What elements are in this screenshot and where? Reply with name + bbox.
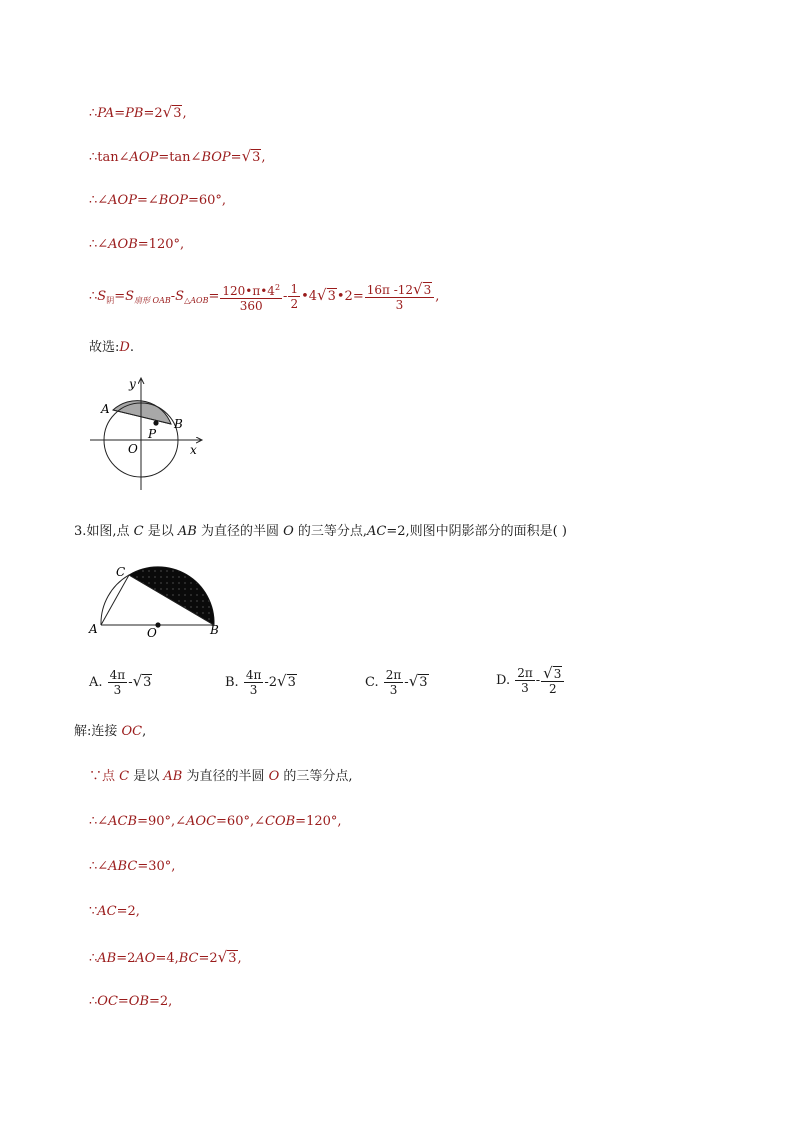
angle-bop: BOP: [158, 193, 188, 208]
var-ob: OB: [128, 994, 150, 1009]
equals: =: [114, 106, 126, 121]
fraction-result: $\frac{16\pi -12√3}{3}$: [365, 282, 435, 312]
times-4: •4: [301, 289, 318, 304]
option-label: D.: [496, 673, 511, 688]
value: =4,: [155, 951, 179, 966]
var-bc: BC: [178, 951, 199, 966]
solution-line-3: [89, 813, 342, 831]
sqrt-3: √3: [317, 286, 336, 304]
label-o: O: [128, 442, 138, 456]
therefore-symbol: ∴: [89, 289, 98, 304]
option-fraction: $\frac{2\pi}{3}$: [385, 668, 402, 697]
solution-line-4: [89, 858, 175, 876]
period: .: [129, 340, 134, 355]
var-ao: AO: [135, 951, 156, 966]
prev-line-3: [89, 192, 226, 210]
angle-lead: ∴∠: [89, 859, 109, 874]
equals-coef: =2: [198, 951, 218, 966]
solution-line-1: [74, 723, 146, 741]
fraction-sector: $\frac{120•\pi•4^2}{360}$: [222, 282, 281, 313]
angle-value: =90°,∠: [137, 814, 187, 829]
angle-aop: AOP: [129, 150, 159, 165]
angle-value: =120°,: [295, 814, 342, 829]
prev-line-5-area: [89, 278, 439, 318]
subscript-shadow: 阴: [106, 296, 115, 305]
q3-text: 是以: [143, 524, 178, 539]
area-s: S: [175, 289, 185, 304]
sqrt-3: √3: [132, 672, 152, 690]
angle-lead: ∴∠: [89, 193, 109, 208]
option-a[interactable]: [89, 664, 152, 700]
option-label: C.: [365, 675, 379, 690]
minus: -: [283, 289, 288, 304]
angle-value: =60°,∠: [216, 814, 265, 829]
option-operator: -: [535, 673, 541, 688]
sqrt-3: √3: [241, 147, 261, 165]
sqrt-3: √3: [162, 103, 182, 121]
point-p: [153, 420, 158, 425]
var-ac: AC: [97, 904, 117, 919]
option-c[interactable]: [365, 664, 429, 700]
var-ac: AC: [367, 524, 387, 539]
because-lead: ∵点: [89, 769, 120, 784]
option-b[interactable]: [225, 664, 297, 700]
q3-text: =2,则图中阴影部分的面积是( ): [386, 524, 567, 539]
equals-angle: =∠: [136, 193, 159, 208]
equals: =: [230, 150, 242, 165]
solution-line-2: [89, 768, 353, 786]
comma: ,: [182, 106, 187, 121]
label-a: A: [101, 402, 110, 416]
option-operator: -: [128, 675, 133, 690]
solution-line-7: [89, 993, 172, 1011]
var-ab: AB: [177, 524, 197, 539]
option-d[interactable]: [496, 664, 565, 698]
comma: ,: [142, 724, 147, 739]
equals: =: [114, 289, 126, 304]
angle-lead: ∴∠: [89, 237, 109, 252]
times-2-equals: •2=: [336, 289, 364, 304]
var-o: O: [283, 524, 294, 539]
option-operator: -2: [264, 675, 278, 690]
label-b: B: [210, 623, 219, 637]
label-p: P: [148, 427, 157, 441]
var-oc: OC: [97, 994, 118, 1009]
comma: ,: [435, 289, 440, 304]
value: =2,: [116, 904, 140, 919]
chord-ac: [101, 575, 129, 625]
angle-value: =30°,: [137, 859, 176, 874]
angle-abc: ABC: [108, 859, 138, 874]
comma: ,: [237, 951, 242, 966]
minus: -: [170, 289, 176, 304]
label-y: y: [129, 377, 136, 391]
equals-coef: =2: [116, 951, 136, 966]
var-o: O: [268, 769, 280, 784]
angle-acb: ACB: [108, 814, 138, 829]
label-o: O: [147, 626, 157, 640]
angle-aop: AOP: [108, 193, 137, 208]
q3-text: 的三等分点,: [293, 524, 368, 539]
sqrt-3: √3: [408, 672, 428, 690]
var-c: C: [119, 769, 130, 784]
text: 的三等分点,: [279, 769, 353, 784]
label-x: x: [190, 443, 197, 457]
solution-line-6: [89, 948, 242, 968]
fraction-half: $\frac{1}{2}$: [290, 282, 299, 311]
option-label: B.: [225, 675, 239, 690]
option-label: A.: [89, 675, 103, 690]
equals: =: [117, 994, 129, 1009]
label-a: A: [89, 622, 98, 636]
answer-line: [89, 339, 134, 357]
therefore-symbol: ∴: [89, 951, 98, 966]
figure-circle-axes: [85, 372, 210, 494]
angle-value: =60°,: [187, 193, 227, 208]
var-pa: PA: [97, 106, 115, 121]
var-c: C: [133, 524, 144, 539]
subscript-sector: 扇形 OAB: [134, 296, 171, 305]
angle-lead: ∴∠: [89, 814, 109, 829]
option-fraction-sqrt: $\frac{√3}{2}$: [541, 666, 564, 696]
figure-semicircle: [86, 562, 226, 642]
option-fraction: $\frac{2\pi}{3}$: [517, 666, 533, 695]
solution-line-5: [89, 903, 140, 921]
tan-lead: ∴tan∠: [89, 150, 130, 165]
option-fraction: $\frac{4\pi}{3}$: [109, 668, 126, 697]
var-ab: AB: [163, 769, 183, 784]
sqrt-3: √3: [277, 672, 296, 690]
angle-bop: BOP: [201, 150, 231, 165]
therefore-symbol: ∴: [89, 994, 98, 1009]
value: =2,: [149, 994, 173, 1009]
label-b: B: [174, 417, 183, 431]
prev-line-1: [89, 103, 187, 123]
prev-line-2: [89, 147, 266, 167]
shaded-region: [129, 567, 214, 625]
equals: =: [208, 289, 220, 304]
question-3: [74, 523, 567, 541]
comma: ,: [261, 150, 266, 165]
because-symbol: ∵: [89, 904, 98, 919]
var-pb: PB: [125, 106, 144, 121]
sqrt-3: √3: [217, 948, 237, 966]
option-fraction: $\frac{4\pi}{3}$: [245, 668, 262, 697]
angle-aob: AOB: [108, 237, 138, 252]
therefore-symbol: ∴: [89, 106, 98, 121]
angle-aoc: AOC: [186, 814, 217, 829]
option-operator: -: [404, 675, 409, 690]
area-s: S: [97, 289, 107, 304]
equals-tan: =tan∠: [158, 150, 202, 165]
text: 为直径的半圆: [182, 769, 269, 784]
answer-label: 故选:: [89, 340, 120, 355]
area-s: S: [125, 289, 134, 304]
solution-label: 解:连接: [74, 724, 122, 739]
q3-text: 3.如图,点: [74, 524, 134, 539]
var-oc: OC: [121, 724, 143, 739]
angle-value: =120°,: [137, 237, 185, 252]
angle-cob: COB: [265, 814, 296, 829]
label-c: C: [116, 565, 126, 579]
q3-text: 为直径的半圆: [196, 524, 284, 539]
equals-coef: =2: [143, 106, 163, 121]
text: 是以: [129, 769, 164, 784]
var-ab: AB: [97, 951, 117, 966]
answer-value: D: [119, 340, 130, 355]
subscript-triangle: △AOB: [184, 296, 209, 305]
prev-line-4: [89, 236, 184, 254]
